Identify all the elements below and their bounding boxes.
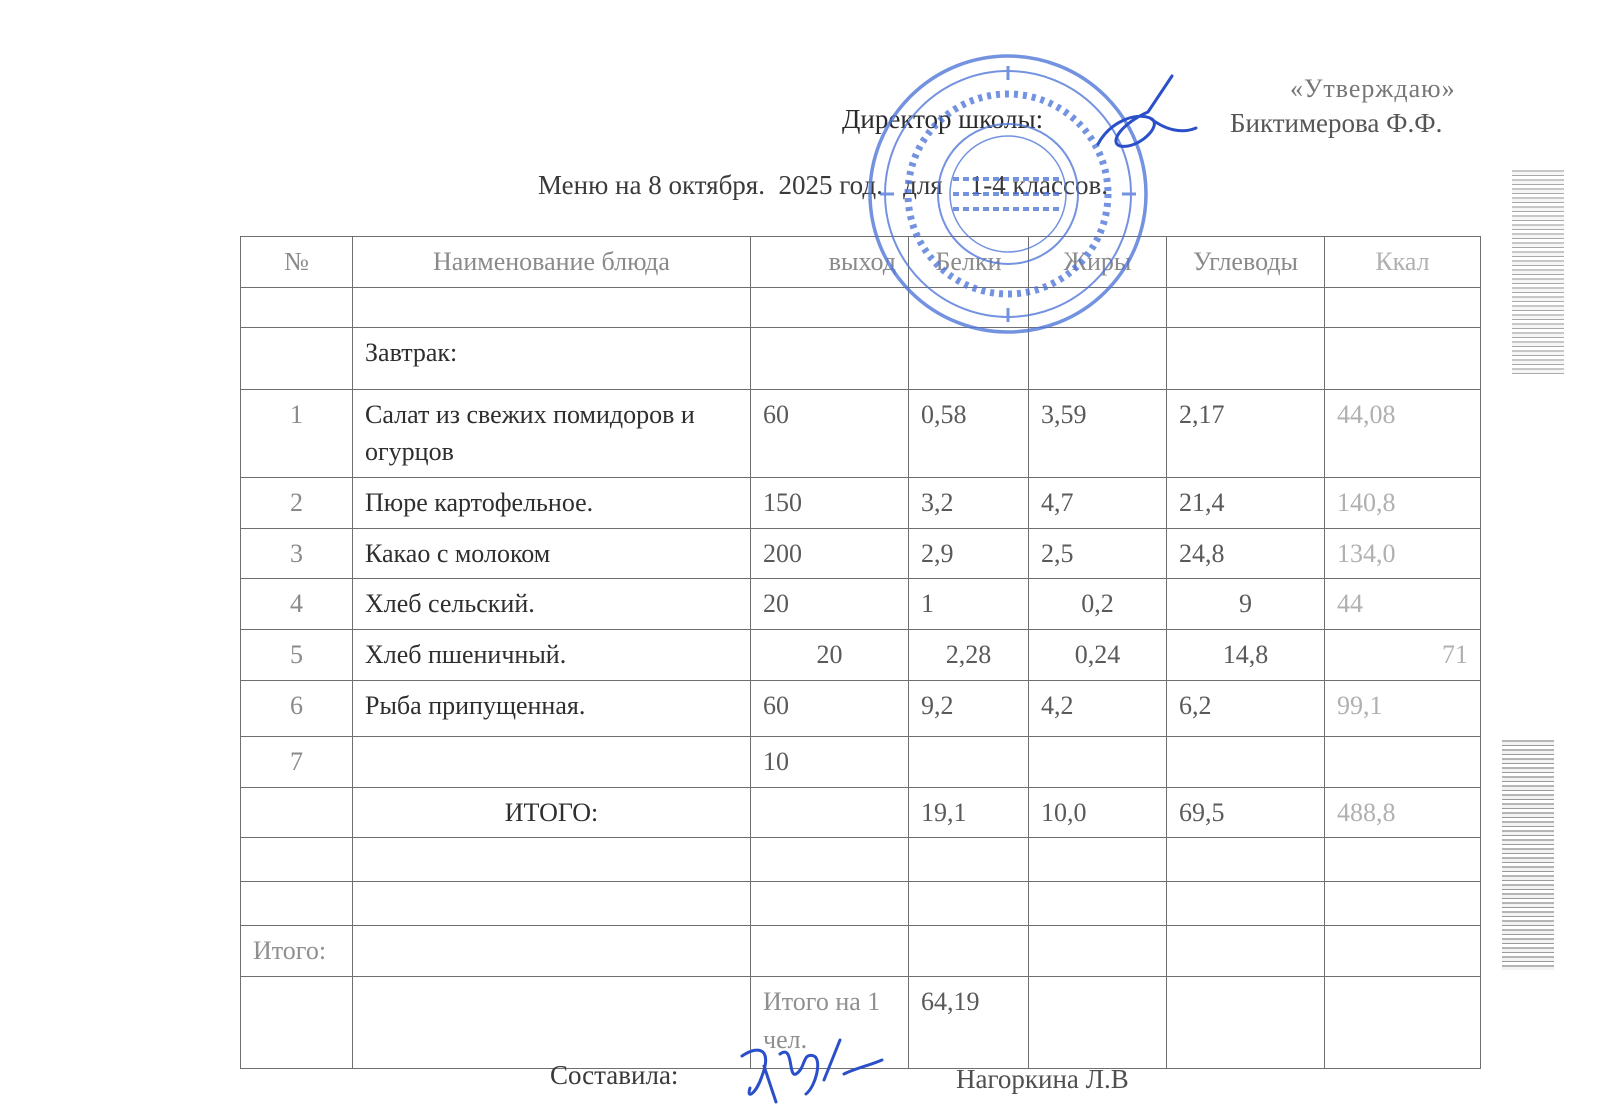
dish-carbs: 2,17	[1167, 389, 1325, 477]
table-row	[241, 630, 1481, 681]
table-row-empty	[241, 838, 1481, 882]
dish-carbs: 14,8	[1167, 630, 1325, 681]
itogo-carbs: 69,5	[1167, 787, 1325, 838]
dish-output: 10	[751, 736, 909, 787]
dish-output: 60	[751, 389, 909, 477]
table-row-empty	[241, 882, 1481, 926]
dish-fat: 0,2	[1029, 579, 1167, 630]
itogo-protein: 19,1	[909, 787, 1029, 838]
dish-carbs: 21,4	[1167, 478, 1325, 529]
table-row	[241, 579, 1481, 630]
dish-name: Какао с молоком	[353, 528, 751, 579]
dish-name: Рыба припущенная.	[353, 680, 751, 736]
itogo-label: ИТОГО:	[353, 787, 751, 838]
dish-output: 200	[751, 528, 909, 579]
dish-protein: 0,58	[909, 389, 1029, 477]
table-row	[241, 736, 1481, 787]
row-number: 1	[241, 389, 353, 477]
dish-fat: 3,59	[1029, 389, 1167, 477]
compiled-by-name: Нагоркина Л.В	[956, 1064, 1129, 1094]
dish-name	[353, 736, 751, 787]
itogo-kcal: 488,8	[1325, 787, 1481, 838]
column-header: Ккал	[1325, 237, 1481, 288]
itogo-fat: 10,0	[1029, 787, 1167, 838]
column-header: Жиры	[1029, 237, 1167, 288]
dish-name: Хлеб пшеничный.	[353, 630, 751, 681]
dish-protein: 9,2	[909, 680, 1029, 736]
total-row	[241, 926, 1481, 977]
dish-protein: 1	[909, 579, 1029, 630]
dish-kcal: 71	[1325, 630, 1481, 681]
dish-carbs: 6,2	[1167, 680, 1325, 736]
dish-protein: 2,9	[909, 528, 1029, 579]
dish-name: Хлеб сельский.	[353, 579, 751, 630]
per-person-label: Итого на 1 чел.	[751, 976, 909, 1068]
row-number: 7	[241, 736, 353, 787]
dish-protein: 2,28	[909, 630, 1029, 681]
row-number: 2	[241, 478, 353, 529]
itogo-row	[241, 787, 1481, 838]
dish-kcal: 99,1	[1325, 680, 1481, 736]
row-number: 5	[241, 630, 353, 681]
dish-kcal: 44,08	[1325, 389, 1481, 477]
dish-fat: 4,2	[1029, 680, 1167, 736]
document-title: Меню на 8 октября. 2025 год. для 1-4 классов.	[538, 170, 1108, 200]
row-number: 6	[241, 680, 353, 736]
table-row	[241, 680, 1481, 736]
column-header: выход	[751, 237, 909, 288]
row-number: 3	[241, 528, 353, 579]
director-signature	[1090, 72, 1200, 158]
dish-output: 60	[751, 680, 909, 736]
dish-kcal: 134,0	[1325, 528, 1481, 579]
dish-output: 150	[751, 478, 909, 529]
dish-protein: 3,2	[909, 478, 1029, 529]
menu-table	[240, 236, 1481, 1069]
column-header: Углеводы	[1167, 237, 1325, 288]
dish-name: Пюре картофельное.	[353, 478, 751, 529]
approval-heading: «Утверждаю»	[1290, 74, 1456, 103]
scan-artifact	[1512, 170, 1564, 375]
column-header: №	[241, 237, 353, 288]
director-name: Биктимерова Ф.Ф.	[1230, 108, 1443, 138]
dish-fat: 4,7	[1029, 478, 1167, 529]
total-label: Итого:	[241, 926, 353, 977]
per-person-value: 64,19	[909, 976, 1029, 1068]
compiled-by-label: Составила:	[550, 1060, 679, 1090]
director-label: Директор школы:	[842, 104, 1044, 134]
dish-carbs: 24,8	[1167, 528, 1325, 579]
dish-output: 20	[751, 579, 909, 630]
table-row	[241, 478, 1481, 529]
dish-name: Салат из свежих помидоров и огурцов	[353, 389, 751, 477]
table-row	[241, 389, 1481, 477]
column-header: Наименование блюда	[353, 237, 751, 288]
dish-fat: 0,24	[1029, 630, 1167, 681]
column-header: Белки	[909, 237, 1029, 288]
section-label: Завтрак:	[353, 327, 751, 389]
dish-kcal: 140,8	[1325, 478, 1481, 529]
table-row	[241, 528, 1481, 579]
row-number: 4	[241, 579, 353, 630]
compiler-signature	[736, 1036, 886, 1108]
dish-kcal: 44	[1325, 579, 1481, 630]
dish-fat: 2,5	[1029, 528, 1167, 579]
scan-artifact	[1502, 740, 1554, 970]
dish-output: 20	[751, 630, 909, 681]
dish-carbs: 9	[1167, 579, 1325, 630]
